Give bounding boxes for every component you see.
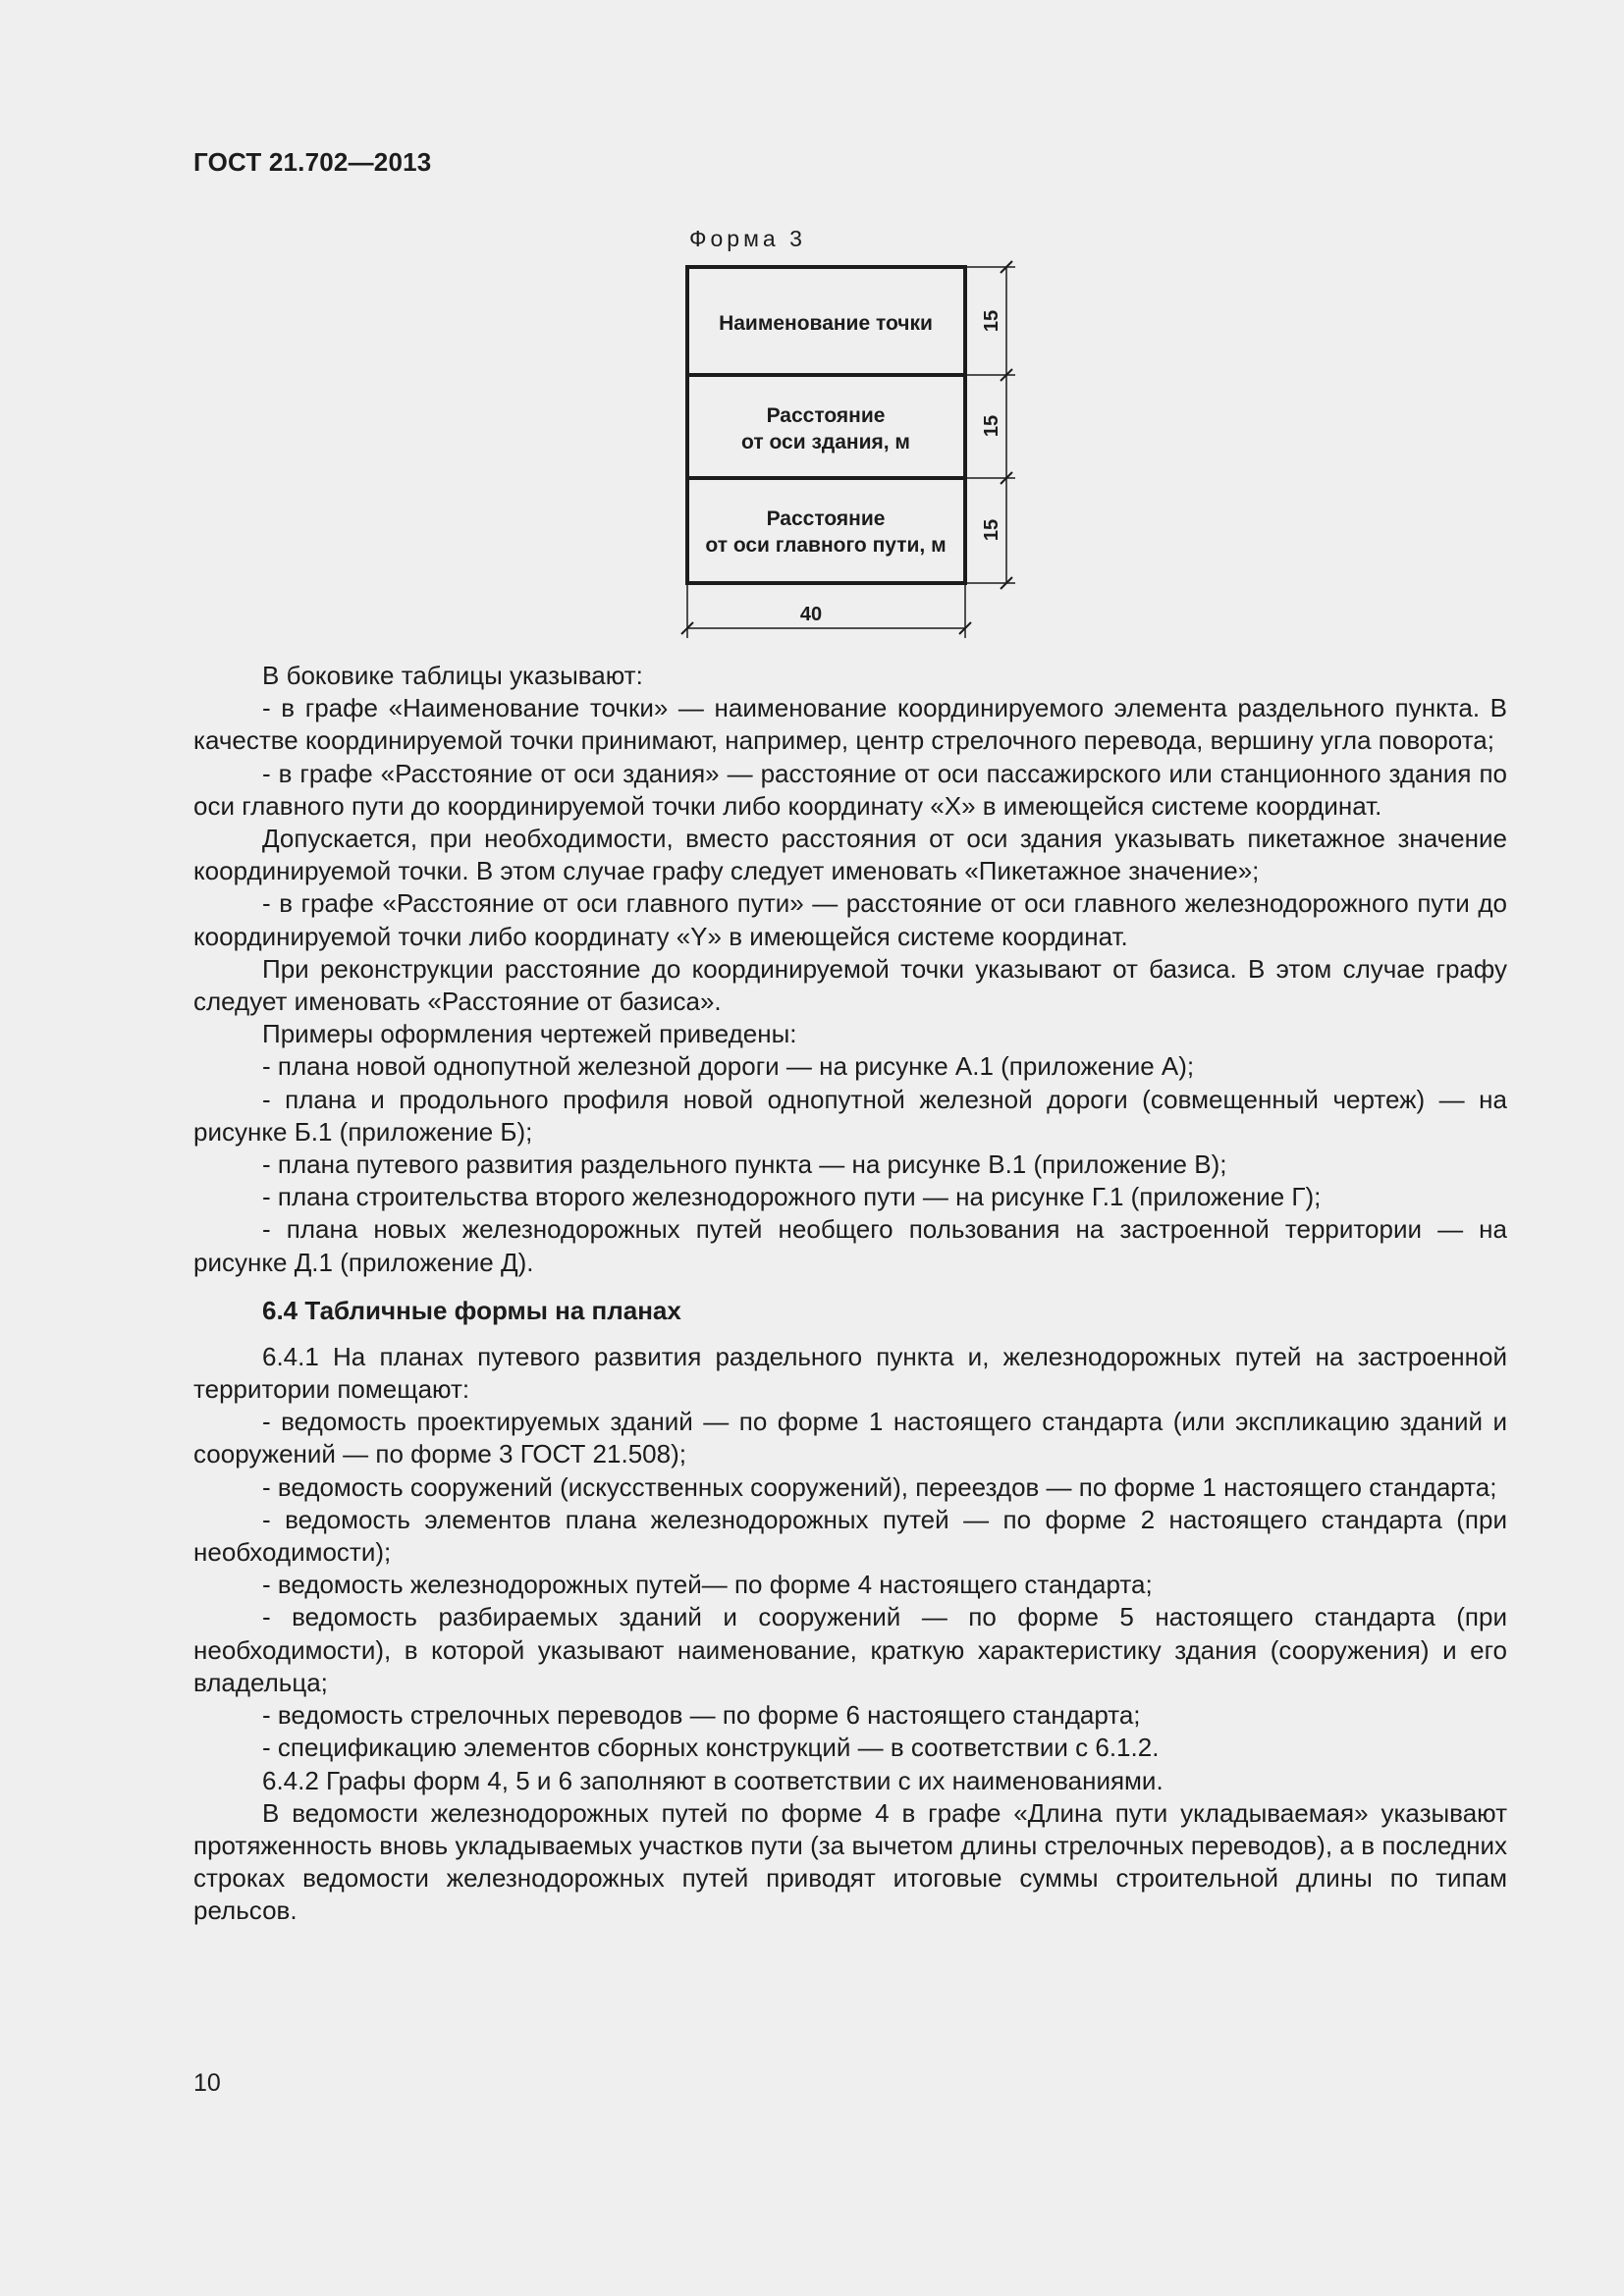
row-2-height: 15 [981,414,1002,438]
list-item: - ведомость сооружений (искусственных сооружений), переездов — по форме 1 настоящего стандарта; [262,1471,1497,1502]
paragraph: Примеры оформления чертежей приведены: [262,1019,797,1049]
paragraph: В боковике таблицы указывают: [262,661,643,690]
paragraph: - в графе «Расстояние от оси главного пути» — расстояние от оси главного железнодорожного пути до координируемой точки либо координату «Y» в имеющейся системе координат. [193,888,1507,951]
list-item: - плана и продольного профиля новой однопутной железной дороги (совмещенный чертеж) — на рисунке Б.1 (приложение Б); [193,1084,1507,1147]
paragraph: - в графе «Расстояние от оси здания» — расстояние от оси пассажирского или станционного здания по оси главного пути до координируемой точки либо координату «X» в имеющейся системе координат. [193,758,1507,821]
paragraph: 6.4.1 На планах путевого развития раздельного пункта и, железнодорожных путей на застроенной территории помещают: [193,1341,1507,1405]
paragraph: При реконструкции расстояние до координируемой точки указывают от базиса. В этом случае графу следует именовать «Расстояние от базиса». [193,953,1507,1017]
paragraph: Допускается, при необходимости, вместо расстояния от оси здания указывать пикетажное значение координируемой точки. В этом случае графу следует именовать «Пикетажное значение»; [193,824,1507,886]
form-3-diagram [668,255,1060,648]
body-text [193,660,1507,1928]
paragraph: 6.4.2 Графы форм 4, 5 и 6 заполняют в соответствии с их наименованиями. [262,1765,1164,1795]
row-2-label-line1: Расстояние [766,404,886,427]
page-number: 10 [193,2069,221,2097]
row-3-label-line2: от оси главного пути, м [705,534,947,557]
list-item: - ведомость проектируемых зданий — по форме 1 настоящего стандарта (или экспликацию зданий и сооружений — по форме 3 ГОСТ 21.508); [193,1407,1507,1469]
list-item: - ведомость элементов плана железнодорожных путей — по форме 2 настоящего стандарта (при необходимости); [193,1504,1507,1568]
list-item: - ведомость разбираемых зданий и сооружений — по форме 5 настоящего стандарта (при необходимости), в которой указывают наименование, краткую характеристику здания (сооружения) и его владельца; [193,1602,1507,1697]
list-item: - ведомость железнодорожных путей— по форме 4 настоящего стандарта; [262,1570,1153,1600]
list-item: - спецификацию элементов сборных конструкций — в соответствии с 6.1.2. [262,1733,1160,1763]
row-2-label-line2: от оси здания, м [741,431,910,454]
section-heading: 6.4 Табличные формы на планах [262,1295,681,1325]
row-1-label: Наименование точки [719,312,933,335]
list-item: - ведомость стрелочных переводов — по форме 6 настоящего стандарта; [262,1700,1141,1731]
list-item: - плана новых железнодорожных путей необщего пользования на застроенной территории — на рисунке Д.1 (приложение Д). [193,1214,1507,1277]
paragraph: - в графе «Наименование точки» — наименование координируемого элемента раздельного пункта. В качестве координируемой точки принимают, например, центр стрелочного перевода, вершину угла поворота; [193,693,1507,756]
row-3-label-line1: Расстояние [766,507,886,530]
paragraph: В ведомости железнодорожных путей по форме 4 в графе «Длина пути укладываемая» указывают протяженность вновь укладываемых участков пути (за вычетом длины стрелочных переводов), а в последних строках ведомости железнодорожных путей приводят итоговые суммы строительной длины по типам рельсов. [193,1797,1507,1926]
row-1-height: 15 [981,309,1002,333]
document-code: ГОСТ 21.702—2013 [193,147,432,177]
list-item: - плана путевого развития раздельного пункта — на рисунке В.1 (приложение В); [262,1149,1227,1180]
list-item: - плана строительства второго железнодорожного пути — на рисунке Г.1 (приложение Г); [262,1182,1322,1212]
form-width: 40 [799,604,823,625]
form-label: Форма 3 [689,226,806,251]
row-3-height: 15 [981,518,1002,542]
list-item: - плана новой однопутной железной дороги — на рисунке А.1 (приложение А); [262,1051,1195,1082]
